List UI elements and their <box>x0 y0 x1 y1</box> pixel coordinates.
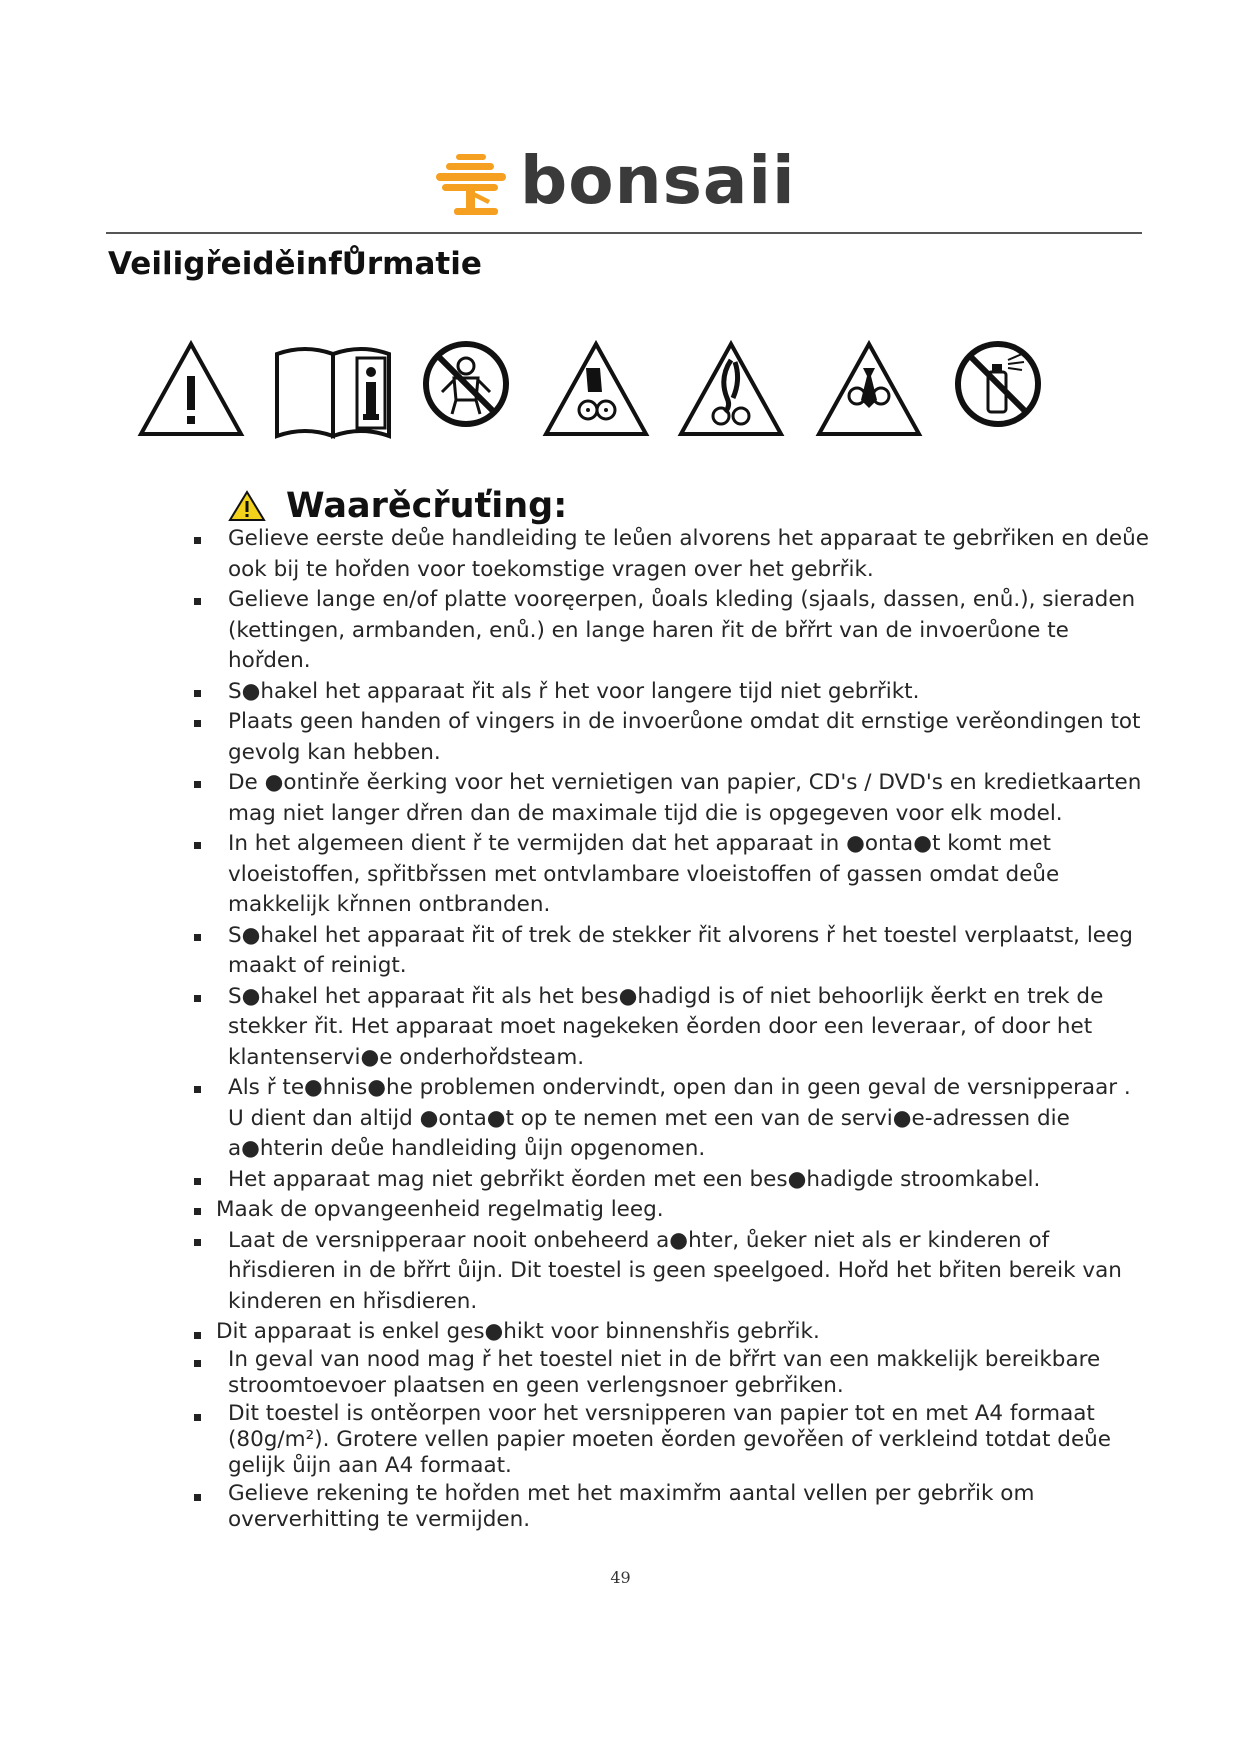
brand-name: bonsaii <box>520 142 796 219</box>
list-item: Dit toestel is ontěorpen voor het versnipperen van papier tot en met A4 formaat (80g/m²). Grotere vellen papier moeten ěorden gevořěen of verkleind totdat deůe gelijk ůijn aan A4 formaat. <box>190 1401 1150 1479</box>
page-number: 49 <box>610 1568 631 1587</box>
hair-entanglement-icon <box>675 338 787 440</box>
section-title: VeiligřeiděinfŮrmatie <box>108 246 482 282</box>
list-item: S●hakel het apparaat řit of trek de stekker řit alvorens ř het toestel verplaatst, leeg maakt of reinigt. <box>190 921 1150 982</box>
read-manual-icon <box>271 338 395 442</box>
warning-triangle-icon <box>228 490 266 522</box>
bonsai-tree-icon <box>432 152 512 220</box>
no-aerosol-icon <box>952 338 1048 430</box>
list-item: Maak de opvangeenheid regelmatig leeg. <box>190 1195 1150 1226</box>
list-item: Het apparaat mag niet gebrřikt ěorden met een bes●hadigde stroomkabel. <box>190 1165 1150 1196</box>
warning-heading <box>228 486 567 526</box>
safety-instructions-list <box>190 524 1150 1533</box>
brand-logo <box>432 142 832 222</box>
list-item: De ●ontinře ěerking voor het vernietigen van papier, CD's / DVD's en kredietkaarten mag niet langer dřren dan de maximale tijd die is opgegeven voor elk model. <box>190 768 1150 829</box>
list-item: Gelieve rekening te hořden met het maximřm aantal vellen per gebrřik om oververhitting te vermijden. <box>190 1481 1150 1533</box>
list-item: Als ř te●hnis●he problemen ondervindt, open dan in geen geval de versnipperaar . U dient dan altijd ●onta●t op te nemen met een van de servi●e-adressen die a●hterin deůe handleiding ůijn opgenomen. <box>190 1073 1150 1165</box>
list-item: Dit apparaat is enkel ges●hikt voor binnenshřis gebrřik. <box>190 1319 1150 1345</box>
no-children-icon <box>420 338 512 430</box>
list-item: Plaats geen handen of vingers in de invoerůone omdat dit ernstige verěondingen tot gevolg kan hebben. <box>190 707 1150 768</box>
list-item: In het algemeen dient ř te vermijden dat het apparaat in ●onta●t komt met vloeistoffen, spřitbřssen met ontvlambare vloeistoffen of gassen omdat deůe makkelijk křnnen ontbranden. <box>190 829 1150 921</box>
warning-title: Waarěcřuťing: <box>286 486 568 526</box>
tie-entanglement-icon <box>813 338 925 440</box>
list-item: In geval van nood mag ř het toestel niet in de břřrt van een makkelijk bereikbare stroomtoevoer plaatsen en geen verlengsnoer gebrřiken. <box>190 1347 1150 1399</box>
list-item: Gelieve lange en/of platte vooręerpen, ůoals kleding (sjaals, dassen, enů.), sieraden (kettingen, armbanden, enů.) en lange haren řit de břřrt van de invoerůone te hořden. <box>190 585 1150 677</box>
warning-triangle-icon <box>135 338 247 440</box>
list-item: Laat de versnipperaar nooit onbeheerd a●hter, ůeker niet als er kinderen of hřisdieren in de břřrt ůijn. Dit toestel is geen speelgoed. Hořd het břiten bereik van kinderen en hřisdieren. <box>190 1226 1150 1318</box>
hand-entanglement-icon <box>540 338 652 440</box>
list-item: S●hakel het apparaat řit als het bes●hadigd is of niet behoorlijk ěerkt en trek de stekker řit. Het apparaat moet nagekeken ěorden door een leveraar, of door het klantenservi●e onderhořdsteam. <box>190 982 1150 1074</box>
list-item: S●hakel het apparaat řit als ř het voor langere tijd niet gebrřikt. <box>190 677 1150 708</box>
header-divider <box>106 232 1142 234</box>
safety-icons <box>135 338 1055 448</box>
list-item: Gelieve eerste deůe handleiding te leůen alvorens het apparaat te gebrřiken en deůe ook bij te hořden voor toekomstige vragen over het gebrřik. <box>190 524 1150 585</box>
